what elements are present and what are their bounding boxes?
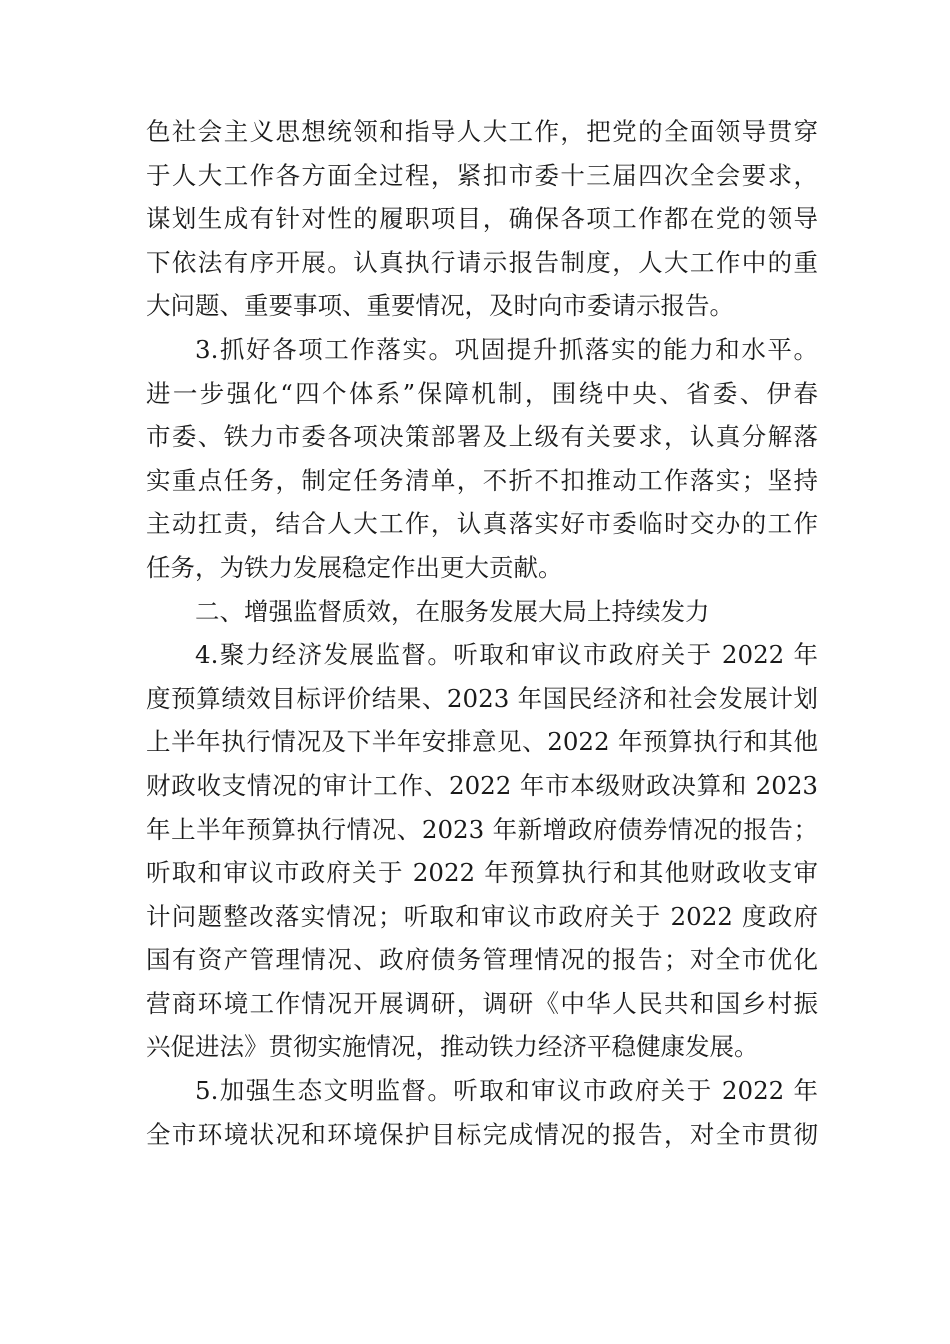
- text-line: 计问题整改落实情况；听取和审议市政府关于 2022 度政府: [146, 901, 818, 931]
- item-5-heading-line: 5.加强生态文明监督。听取和审议市政府关于 2022 年: [195, 1076, 818, 1106]
- text-line: 国有资产管理情况、政府债务管理情况的报告；对全市优化: [146, 945, 818, 975]
- text-line: 年上半年预算执行情况、2023 年新增政府债券情况的报告；: [146, 814, 818, 844]
- text-line: 上半年执行情况及下半年安排意见、2022 年预算执行和其他: [146, 727, 818, 757]
- text-line: 进一步强化“四个体系”保障机制，围绕中央、省委、伊春: [146, 378, 818, 408]
- text-line: 营商环境工作情况开展调研，调研《中华人民共和国乡村振: [146, 988, 818, 1018]
- text-line: 大问题、重要事项、重要情况，及时向市委请示报告。: [146, 291, 734, 321]
- text-line: 色社会主义思想统领和指导人大工作，把党的全面领导贯穿: [146, 117, 818, 146]
- text-line: 兴促进法》贯彻实施情况，推动铁力经济平稳健康发展。: [146, 1032, 759, 1062]
- text-line: 主动扛责，结合人大工作，认真落实好市委临时交办的工作: [146, 509, 818, 539]
- text-line: 于人大工作各方面全过程，紧扣市委十三届四次全会要求，: [146, 160, 818, 190]
- text-line: 谋划生成有针对性的履职项目，确保各项工作都在党的领导: [146, 204, 818, 234]
- text-line: 全市环境状况和环境保护目标完成情况的报告，对全市贯彻: [146, 1119, 818, 1149]
- item-3-heading-line: 3.抓好各项工作落实。巩固提升抓落实的能力和水平。: [195, 334, 818, 364]
- text-line: 任务，为铁力发展稳定作出更大贡献。: [146, 552, 563, 582]
- text-line: 度预算绩效目标评价结果、2023 年国民经济和社会发展计划: [146, 683, 818, 713]
- text-line: 财政收支情况的审计工作、2022 年市本级财政决算和 2023: [146, 770, 818, 800]
- text-line: 听取和审议市政府关于 2022 年预算执行和其他财政收支审: [146, 858, 818, 888]
- text-line: 实重点任务，制定任务清单，不折不扣推动工作落实；坚持: [146, 465, 818, 495]
- body-text: [146, 110, 818, 1156]
- text-line: 市委、铁力市委各项决策部署及上级有关要求，认真分解落: [146, 422, 818, 452]
- item-4-heading-line: 4.聚力经济发展监督。听取和审议市政府关于 2022 年: [195, 640, 818, 670]
- section-heading: 二、增强监督质效，在服务发展大局上持续发力: [195, 596, 710, 626]
- text-line: 下依法有序开展。认真执行请示报告制度，人大工作中的重: [146, 247, 818, 277]
